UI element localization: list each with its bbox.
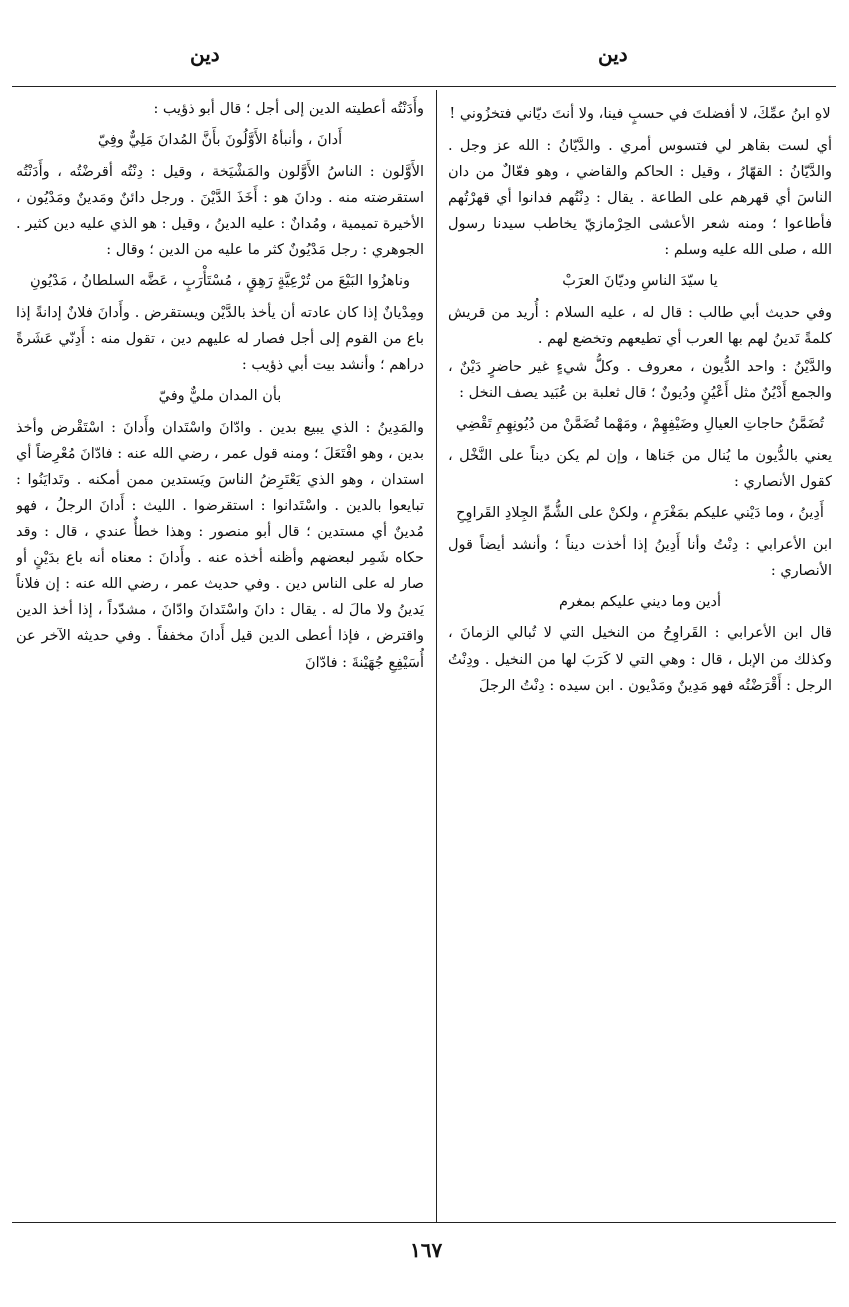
entry-paragraph: الأَوَّلون : الناسُ الأَوَّلون والمَشْيَخة ، وقيل : دِنْتُه أقرضْتُه ، وأَدَنْتُه استقرضته منه . ودانَ هو : أَخَذَ الدَّيْنَ . ورجل دائنٌ ومَدينٌ ومَدْيُون ، الأخيرة تميمية ، ومُدانٌ : عليه الدينُ ، وقيل : هو الذي عليه دين كثير . الجوهري : رجل مَدْيُونٌ كثر ما عليه من الدين ؛ وقال : bbox=[16, 163, 424, 259]
entry-paragraph: وفي حديث أبي طالب : قال له ، عليه السلام : أُريد من قريش كلمةً تَدينُ لهم بها العرب أي تطيعهم وتخضع لهم . bbox=[448, 304, 832, 347]
entry-paragraph: ابن الأعرابي : دِنْتُ وأنا أَدِينُ إذا أخذت ديناً ؛ وأنشد أيضاً قول الأنصاري : bbox=[448, 536, 832, 579]
entry-paragraph: أي لست بقاهر لي فتسوس أمري . والدَّيّانُ : الله عز وجل . والدَّيّانُ : القهّارُ ، وقيل : الحاكم والقاضي ، وهو فعّالٌ من دان الناسَ أي قهرهم على الطاعة . يقال : دِنْتُهم فدانوا أي قهرْتُهم فأطاعوا ؛ ومنه شعر الأعشى الحِرْمازيّ يخاطب سيدنا رسول الله ، صلى الله عليه وسلم : bbox=[448, 137, 832, 259]
entry-paragraph: ومِدْيانٌ إذا كان عادته أن يأخذ بالدَّيْن ويستقرض . وأَدانَ فلانٌ إدانةً إذا باع من القوم إلى أجل فصار له عليهم دين ، تقول منه : أَدِنّي عَشَرةً دراهم ؛ وأنشد بيت أبي ذؤيب : bbox=[16, 304, 424, 373]
verse-line: أَدانَ ، وأنبأهُ الأَوَّلُونَ بأَنَّ المُدانَ مَلِيٌّ وفِيّ bbox=[97, 132, 343, 149]
verse-line: وناهزُوا البَيْعَ من تُرْعِيَّةٍ رَهِقٍ ، مُسْتَأْرَبٍ ، عَضَّه السلطانُ ، مَدْيُونِ bbox=[29, 273, 411, 290]
entry-paragraph: والمَدِينُ : الذي يبيع بدين . وادّانَ واسْتَدان وأَدانَ : اسْتَقْرض وأخذ بدين ، وهو افْتَعَلَ ؛ ومنه قول عمر ، رضي الله عنه : فادّانَ مُعْرِضاً أي استدان ، وهو الذي يَعْتَرِضُ الناسَ ويَستدين ممن أمكنه . وتَدايَنُوا : تبايعوا بالدين . واسْتَدانوا : استقرضوا . الليث : أَدانَ الرجلُ ، فهو مُدينٌ أي مستدين ؛ قال أبو منصور : وهذا خطأٌ عندي ، قال : وقد حكاه شَمِر لبعضهم وأظنه أخذه عنه . وأَدانَ : معناه أنه باع بدَيْنٍ أو صار له على الناس دين . وفي حديث عمر ، رضي الله عنه : إن فلاناً يَدينُ ولا مالَ له . يقال : دانَ واسْتَدانَ وادّانَ ، مشدّداً ، إذا أخذ الدين واقترض ، فإذا أعطى الدين قيل أَدانَ مخففاً . وفي حديثه الآخر عن أُسَيْفِعِ جُهَيْنةَ : فادّانَ bbox=[16, 419, 424, 671]
entry-paragraph: وأَدَنْتُه أعطيته الدين إلى أجل ؛ قال أبو ذؤيب : bbox=[153, 101, 424, 117]
verse-line: يا سيّدَ الناسِ وديّانَ العرَبْ bbox=[562, 273, 718, 290]
verse-line: تُضَمَّنُ حاجاتِ العيالِ وضَيْفِهِمْ ، ومَهْما تُضَمَّنْ من دُيُونِهِمِ تَقْضِي bbox=[455, 416, 825, 433]
header-rule bbox=[12, 86, 836, 87]
entry-paragraph: يعني بالدُّيون ما يُنال من جَناها ، وإن لم يكن ديناً على النَّخْل ، كقول الأنصاري : bbox=[448, 447, 832, 490]
right-column bbox=[448, 96, 832, 1218]
entry-paragraph: والدَّيْنُ : واحد الدُّيون ، معروف . وكلُّ شيءٍ غير حاضرٍ دَيْنٌ ، والجمع أَدْيُنٌ مثل أَعْيُنٍ ودُيونٌ ؛ قال ثعلبة بن عُبَيد يصف النخل : bbox=[448, 358, 832, 402]
running-header-right: دين bbox=[598, 42, 628, 66]
running-header-left: دين bbox=[190, 42, 220, 66]
page-number: ١٦٧ bbox=[410, 1238, 443, 1262]
entry-paragraph: قال ابن الأعرابي : القَراوِحُ من النخيل التي لا تُبالي الزمانَ ، وكذلك من الإبل ، قال : وهي التي لا كَرَبَ لها من النخيل . ودِنْتُ الرجل : أَقْرَضْتُه فهو مَدِينٌ ومَدْيون . ابن سيده : دِنْتُ الرجلَ bbox=[448, 625, 832, 694]
left-column bbox=[16, 96, 424, 1218]
column-divider bbox=[436, 90, 437, 1222]
footer-rule bbox=[12, 1222, 836, 1223]
verse-line: لاهِ ابنُ عمِّكَ، لا أفضلتَ في حسبٍ فينا، ولا أنتَ ديّاني فتخزُوني ! bbox=[449, 106, 831, 122]
verse-line: أدين وما ديني عليكم بمغرم bbox=[558, 593, 721, 610]
verse-line: أَدِينُ ، وما دَيْني عليكم بمَغْرَمٍ ، ولكنْ على الشُّمِّ الجِلادِ القَراوِحِ bbox=[456, 504, 824, 521]
verse-line: بأن المدان مليٌّ وفيّ bbox=[158, 388, 282, 405]
